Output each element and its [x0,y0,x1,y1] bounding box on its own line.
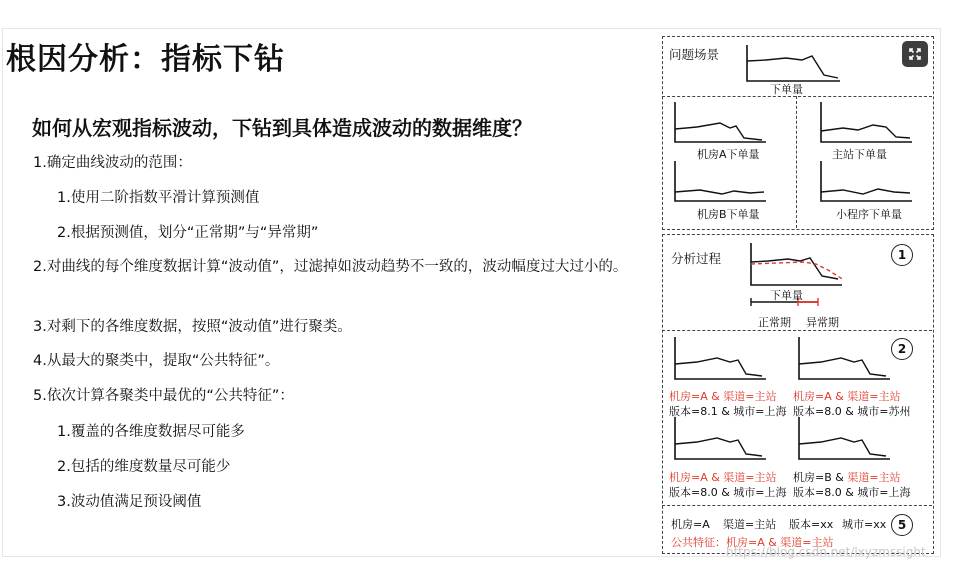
cluster-1-red: 机房=A & 渠道=主站 [669,390,777,403]
main-order-chart [744,44,842,84]
step-5-1: 1.覆盖的各维度数据尽可能多 [57,424,245,440]
problem-divider-v [796,96,797,228]
analysis-divider-1 [662,330,932,331]
step-5-3: 3.波动值满足预设阈值 [57,494,202,510]
step-1-2: 2.根据预测值，划分“正常期”与“异常期” [57,225,319,241]
room-b-chart [672,160,768,204]
watermark: https://blog.csdn.net/lxyzmssight [726,545,926,559]
main-site-chart [818,101,914,145]
room-a-label: 机房A下单量 [697,148,760,161]
summary-dim-channel: 渠道=主站 [723,518,777,531]
main-site-label: 主站下单量 [832,148,887,161]
step-3: 3.对剩下的各维度数据，按照“波动值”进行聚类。 [33,319,352,335]
step-5-2: 2.包括的维度数量尽可能少 [57,459,231,475]
room-a-chart [672,101,768,145]
expand-button[interactable] [902,41,928,67]
mini-program-chart [818,160,914,204]
summary-dim-city: 城市=xx [842,518,887,531]
analysis-chart-label: 下单量 [770,289,803,302]
cluster-chart-4 [796,416,892,462]
cluster-2-red: 机房=A & 渠道=主站 [793,390,901,403]
step-1-1: 1.使用二阶指数平滑计算预测值 [57,190,260,206]
cluster-chart-2 [796,336,892,382]
room-b-label: 机房B下单量 [697,208,760,221]
cluster-2-black: 版本=8.0 & 城市=苏州 [793,405,911,418]
cluster-3-black: 版本=8.0 & 城市=上海 [669,486,787,499]
cluster-4-red: 渠道=主站 [847,471,901,484]
common-feature: 公共特征：机房=A & 渠道=主站 [671,536,834,549]
step-circle-5: 5 [891,514,913,536]
summary-dim-room: 机房=A [671,518,710,531]
step-circle-1: 1 [891,244,913,266]
abnormal-period-label: 异常期 [806,316,839,329]
step-2: 2.对曲线的每个维度数据计算“波动值”，过滤掉如波动趋势不一致的，波动幅度过大过小的。 [33,259,628,275]
analysis-divider-2 [662,505,932,506]
cluster-chart-1 [672,336,768,382]
analysis-label: 分析过程 [671,251,722,266]
step-circle-2: 2 [891,338,913,360]
step-5: 5.依次计算各聚类中最优的“公共特征”： [33,388,294,404]
cluster-1-black: 版本=8.1 & 城市=上海 [669,405,787,418]
main-chart-label: 下单量 [770,83,803,96]
step-4: 4.从最大的聚类中，提取“公共特征”。 [33,353,280,369]
cluster-3-red: 机房=A & 渠道=主站 [669,471,777,484]
cluster-4-prefix: 机房=B & [793,471,848,484]
step-1: 1.确定曲线波动的范围： [33,155,192,171]
question-heading: 如何从宏观指标波动，下钻到具体造成波动的数据维度？ [32,116,532,140]
cluster-4-black: 版本=8.0 & 城市=上海 [793,486,911,499]
normal-period-label: 正常期 [758,316,791,329]
mini-program-label: 小程序下单量 [836,208,902,221]
cluster-chart-3 [672,416,768,462]
slide-title: 根因分析：指标下钻 [6,42,285,77]
cluster-4-label [793,469,901,485]
expand-icon [902,41,928,67]
problem-label: 问题场景 [669,47,720,62]
summary-dim-version: 版本=xx [789,518,834,531]
